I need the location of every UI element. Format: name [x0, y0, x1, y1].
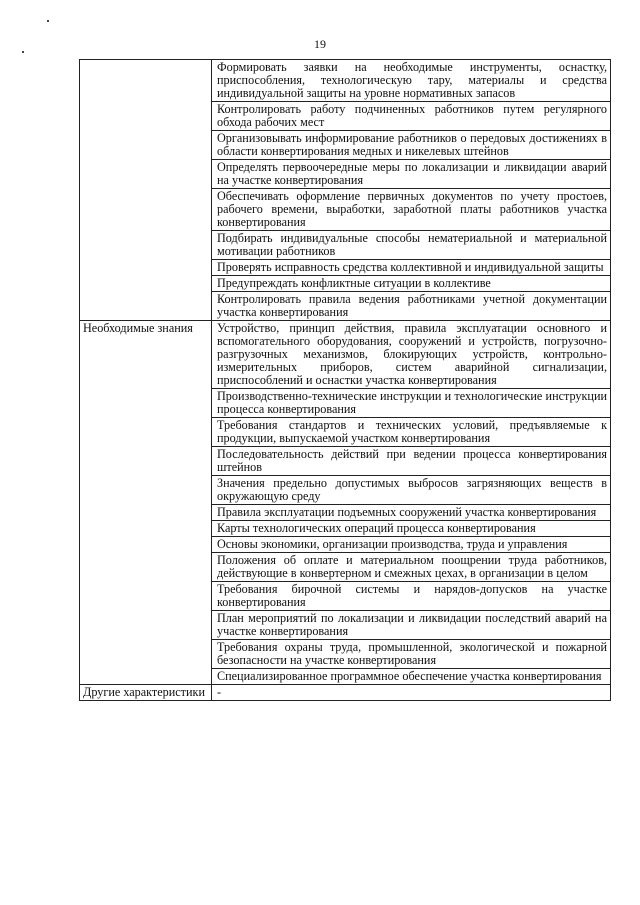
knowledge-item: Специализированное программное обеспечение участка конвертирования [212, 669, 611, 685]
row-label-cell: Другие характеристики [80, 685, 212, 701]
skill-item: Определять первоочередные меры по локализации и ликвидации аварий на участке конвертирования [212, 160, 611, 189]
competency-table [79, 59, 611, 701]
skill-item: Предупреждать конфликтные ситуации в коллективе [212, 276, 611, 292]
row-label-cell [80, 60, 212, 321]
knowledge-item: Карты технологических операций процесса конвертирования [212, 521, 611, 537]
skill-item: Подбирать индивидуальные способы нематериальной и материальной мотивации работников [212, 231, 611, 260]
knowledge-item: Устройство, принцип действия, правила эксплуатации основного и вспомогательного оборудования, сооружений и устройств, погрузочно-разгрузочных механизмов, блокирующих устройств, контрольно-измерительных приборов, систем аварийной сигнализации, приспособлений и оснастки участка конвертирования [212, 321, 611, 389]
knowledge-item: Основы экономики, организации производства, труда и управления [212, 537, 611, 553]
skill-item: Проверять исправность средства коллективной и индивидуальной защиты [212, 260, 611, 276]
knowledge-item: Правила эксплуатации подъемных сооружений участка конвертирования [212, 505, 611, 521]
row-label-cell: Необходимые знания [80, 321, 212, 685]
knowledge-item: Требования бирочной системы и нарядов-допусков на участке конвертирования [212, 582, 611, 611]
knowledge-item: Положения об оплате и материальном поощрении труда работников, действующие в конвертерном и смежных цехах, в организации в целом [212, 553, 611, 582]
scan-mark [47, 20, 49, 22]
knowledge-item: Производственно-технические инструкции и технологические инструкции процесса конвертирования [212, 389, 611, 418]
page-number: 19 [314, 37, 326, 51]
table-row [80, 60, 611, 102]
skill-item: Контролировать работу подчиненных работников путем регулярного обхода рабочих мест [212, 102, 611, 131]
knowledge-item: Требования охраны труда, промышленной, экологической и пожарной безопасности на участке конвертирования [212, 640, 611, 669]
skill-item: Формировать заявки на необходимые инструменты, оснастку, приспособления, технологическую тару, материалы и средства индивидуальной защиты на уровне нормативных запасов [212, 60, 611, 102]
skill-item: Организовывать информирование работников о передовых достижениях в области конвертирования медных и никелевых штейнов [212, 131, 611, 160]
other-characteristics-value: - [212, 685, 611, 701]
knowledge-item: План мероприятий по локализации и ликвидации последствий аварий на участке конвертирования [212, 611, 611, 640]
skill-item: Контролировать правила ведения работниками учетной документации участка конвертирования [212, 292, 611, 321]
knowledge-item: Последовательность действий при ведении процесса конвертирования штейнов [212, 447, 611, 476]
table-row [80, 685, 611, 701]
knowledge-item: Значения предельно допустимых выбросов загрязняющих веществ в окружающую среду [212, 476, 611, 505]
table-row [80, 321, 611, 389]
skill-item: Обеспечивать оформление первичных документов по учету простоев, рабочего времени, выработки, заработной платы работников участка конвертирования [212, 189, 611, 231]
knowledge-item: Требования стандартов и технических условий, предъявляемые к продукции, выпускаемой участком конвертирования [212, 418, 611, 447]
